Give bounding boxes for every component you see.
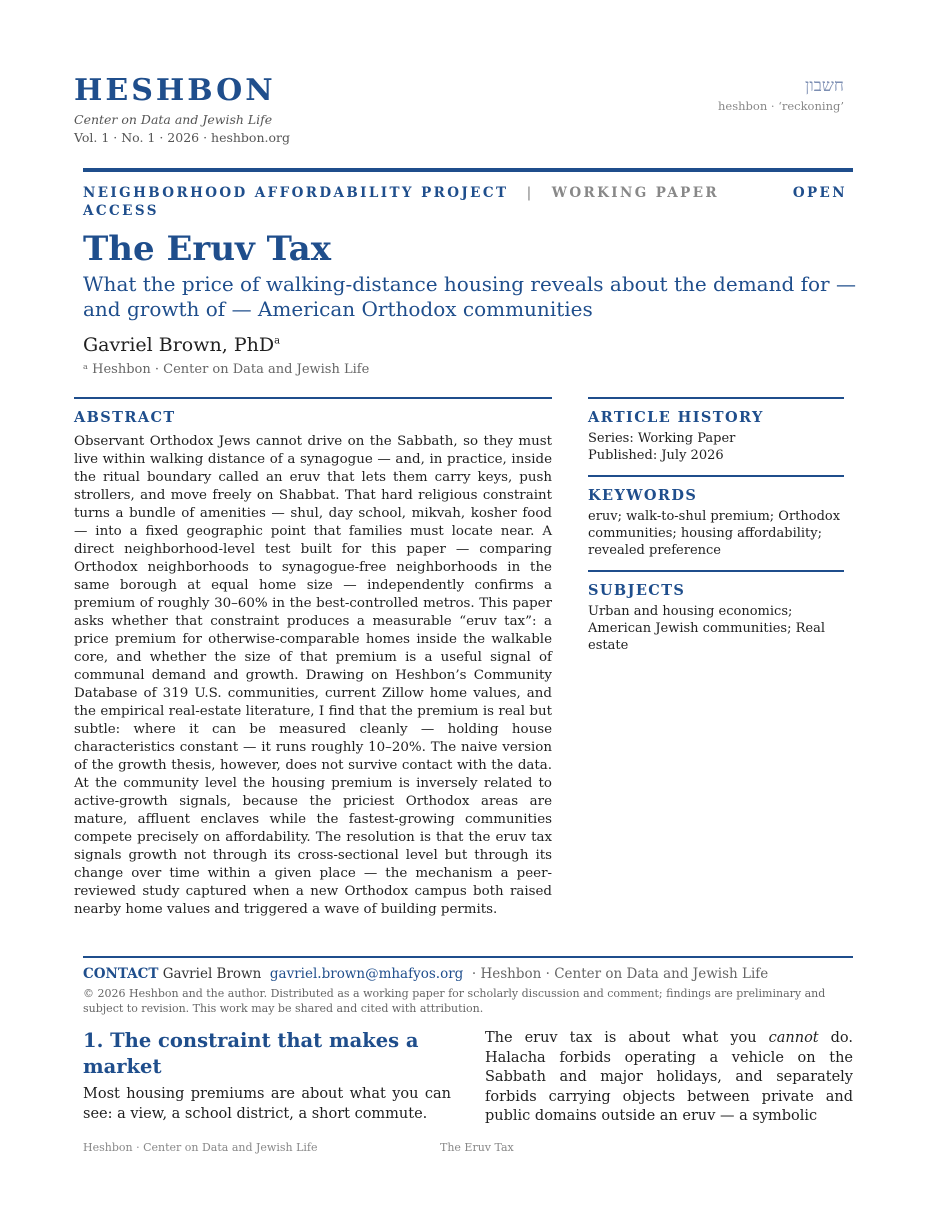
keywords-heading: KEYWORDS bbox=[588, 487, 698, 504]
paper-type: WORKING PAPER bbox=[551, 185, 720, 201]
section-heading: 1. The constraint that makes a market bbox=[83, 1029, 419, 1078]
hebrew-gloss: heshbon · ‘reckoning’ bbox=[718, 99, 844, 113]
body-text-left: Most housing premiums are about what you can see: a view, a school district, a short commute. bbox=[83, 1086, 451, 1122]
body-right-emphasis: cannot bbox=[768, 1030, 819, 1046]
abstract-text: Observant Orthodox Jews cannot drive on the Sabbath, so they must live within walking distance of a synagogue — and, in practice, inside the ritual boundary called an eruv that lets them carry keys, push strollers, and move freely on Shabbat. That hard religious constraint turns a bundle of amenities — shul, day school, mikvah, kosher food — into a fixed geographic point that families must locate near. A direct neighborhood-level test built for this paper — comparing Orthodox neighborhoods to synagogue-free neighborhoods in the same borough at equal home size — independently confirms a premium of roughly 30–60% in the best-controlled metros. This paper asks whether that constraint produces a measurable “eruv tax”: a price premium for otherwise-comparable homes inside the walkable core, and whether the size of that premium is a useful signal of communal demand and growth. Drawing on Heshbon’s Community Database of 319 U.S. communities, current Zillow home values, and the empirical real-estate literature, I find that the premium is real but subtle: where it can be measured cleanly — holding house characteristics constant — it runs roughly 10–20%. The naive version of the growth thesis, however, does not survive contact with the data. At the community level the housing premium is inversely related to active-growth signals, because the priciest Orthodox areas are mature, affluent enclaves while the fastest-growing communities compete precisely on affordability. The resolution is that the eruv tax signals growth not through its cross-sectional level but through its change over time within a given place — the mechanism a peer-reviewed study captured when a new Orthodox campus both raised nearby home values and triggered a wave of building permits. bbox=[74, 434, 552, 917]
history-rule bbox=[588, 397, 844, 399]
kicker-line bbox=[83, 184, 853, 219]
abstract-rule bbox=[74, 397, 552, 399]
article-title: The Eruv Tax bbox=[83, 229, 331, 269]
author-name-text: Gavriel Brown, PhD bbox=[83, 334, 275, 356]
contact-email-link[interactable]: gavriel.brown@mhafyos.org bbox=[269, 966, 464, 982]
journal-volume: Vol. 1 · No. 1 · 2026 · heshbon.org bbox=[74, 130, 290, 145]
footer-running-title: The Eruv Tax bbox=[440, 1141, 514, 1154]
contact-rule bbox=[83, 956, 853, 958]
journal-name: HESHBON bbox=[74, 73, 276, 108]
published-line: Published: July 2026 bbox=[588, 448, 724, 463]
history-heading: ARTICLE HISTORY bbox=[588, 409, 764, 426]
author-mark: a bbox=[274, 335, 281, 347]
body-right-part2: do. Halacha forbids operating a vehicle on the Sabbath and major holidays, and separately forbids carrying objects between private and public domains outside an eruv — a symbolic bbox=[485, 1030, 853, 1124]
subjects-heading: SUBJECTS bbox=[588, 582, 686, 599]
open-access-label: OPEN bbox=[792, 185, 847, 201]
body-text-right bbox=[485, 1029, 853, 1127]
author-name bbox=[83, 334, 280, 356]
copyright-notice: © 2026 Heshbon and the author. Distributed as a working paper for scholarly discussion and comment; findings are preliminary and subject to revision. This work may be shared and cited with attribution. bbox=[83, 987, 826, 1015]
keywords-rule bbox=[588, 475, 844, 477]
subjects-rule bbox=[588, 570, 844, 572]
contact-line bbox=[83, 966, 863, 982]
article-subtitle: What the price of walking-distance housing reveals about the demand for — and growth of — American Orthodox communities bbox=[83, 272, 856, 321]
contact-org: · Heshbon · Center on Data and Jewish Life bbox=[471, 966, 769, 982]
project-label: NEIGHBORHOOD AFFORDABILITY PROJECT bbox=[83, 185, 509, 201]
contact-name: Gavriel Brown bbox=[162, 966, 262, 982]
journal-center: Center on Data and Jewish Life bbox=[74, 112, 273, 127]
contact-label: CONTACT bbox=[83, 966, 159, 982]
kicker-separator: | bbox=[526, 185, 534, 201]
hebrew-wordmark: חשבון bbox=[805, 76, 844, 96]
body-right-part1: The eruv tax is about what you bbox=[485, 1030, 769, 1046]
keywords-text: eruv; walk-to-shul premium; Orthodox communities; housing affordability; revealed preference bbox=[588, 509, 841, 558]
footer-running-org: Heshbon · Center on Data and Jewish Life bbox=[83, 1141, 318, 1154]
subjects-text: Urban and housing economics; American Jewish communities; Real estate bbox=[588, 604, 825, 653]
abstract-heading: ABSTRACT bbox=[74, 409, 176, 426]
series-line: Series: Working Paper bbox=[588, 431, 736, 446]
author-affiliation: ᵃ Heshbon · Center on Data and Jewish Life bbox=[83, 362, 370, 377]
header-rule bbox=[83, 168, 853, 172]
open-access-label-cont: ACCESS bbox=[83, 203, 159, 219]
